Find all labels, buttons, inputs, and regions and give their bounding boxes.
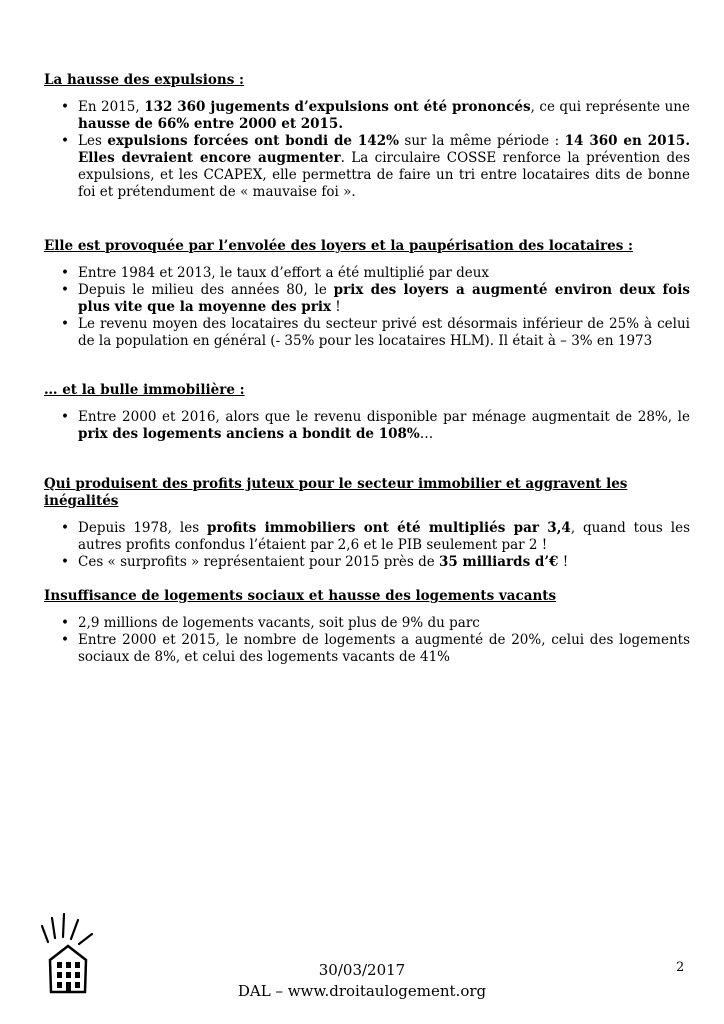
section-heading: Qui produisent des profits juteux pour le secteur immobilier et aggravent les inégalités [44,476,628,509]
bullet-list [44,615,690,666]
bullet-list [44,99,690,201]
text-run: sur la même période : [398,133,565,149]
list-item [44,133,690,201]
text-run: Ces « surprofits » représentaient pour 2015 près de [78,554,439,570]
bold-text: hausse de 66% entre 2000 et 2015. [78,116,344,132]
page-number: 2 [676,960,685,975]
bullet-list [44,409,690,443]
bold-text: expulsions forcées ont bondi de 142% [107,133,399,149]
text-run: . La circulaire COSSE renforce la prévention des expulsions, et les CCAPEX, elle permettra de faire un tri entre locataires dits de bonne foi et prétendument de « mauvaise foi ». [78,150,691,200]
list-item [44,554,690,571]
bold-text: 14 360 en 2015. Elles devraient encore augmenter [78,133,691,166]
list-item [44,409,690,443]
bold-text: prix des logements anciens a bondit de 108% [78,426,420,442]
list-item [44,632,690,666]
section-bulle-immobiliere [44,382,690,443]
section-loyers [44,238,690,350]
list-item [44,615,690,632]
section-expulsions [44,72,690,201]
list-item [44,265,690,282]
bold-text: profits immobiliers ont été multipliés par 3,4 [207,520,571,536]
section-heading: La hausse des expulsions : [44,72,244,88]
text-run: Entre 1984 et 2013, le taux d’effort a été multiplié par deux [78,265,490,281]
text-run: En 2015, [78,99,145,115]
text-run: , ce qui représente une [530,99,690,115]
text-run: Entre 2000 et 2015, le nombre de logements a augmenté de 20%, celui des logements sociaux de 8%, et celui des logements vacants de 41% [78,632,690,665]
list-item [44,282,690,316]
footer-date: 30/03/2017 [318,961,406,979]
text-run: … [419,426,434,442]
section-heading: Insuffisance de logements sociaux et hausse des logements vacants [44,588,557,604]
text-run: Les [78,133,108,149]
text-run: ! [331,299,341,315]
footer-website: DAL – www.droitaulogement.org [237,982,487,1000]
bullet-list [44,265,690,350]
bold-text: 35 milliards d’€ [439,554,559,570]
text-run: 2,9 millions de logements vacants, soit plus de 9% du parc [78,615,480,631]
text-run: Entre 2000 et 2016, alors que le revenu disponible par ménage augmentait de 28%, le [78,409,690,425]
section-heading: Elle est provoquée par l’envolée des loyers et la paupérisation des locataires : [44,238,634,254]
list-item [44,520,690,554]
list-item [44,99,690,133]
text-run: ! [558,554,569,570]
section-logements-sociaux [44,588,690,666]
section-heading: … et la bulle immobilière : [44,382,245,398]
text-run: Depuis 1978, les [78,520,208,536]
section-profits [44,476,690,571]
text-run: Depuis le milieu des années 80, le [78,282,334,298]
bold-text: prix des loyers a augmenté environ deux fois plus vite que la moyenne des prix [78,282,690,315]
list-item [44,316,690,350]
bullet-list [44,520,690,571]
bold-text: 132 360 jugements d’expulsions ont été prononcés [144,99,531,115]
text-run: , quand tous les autres profits confondus l’étaient par 2,6 et le PIB seulement par 2 ! [78,520,690,553]
text-run: Le revenu moyen des locataires du secteur privé est désormais inférieur de 25% à celui de la population en général (- 35% pour les locataires HLM). Il était à – 3% en 1973 [78,316,690,349]
